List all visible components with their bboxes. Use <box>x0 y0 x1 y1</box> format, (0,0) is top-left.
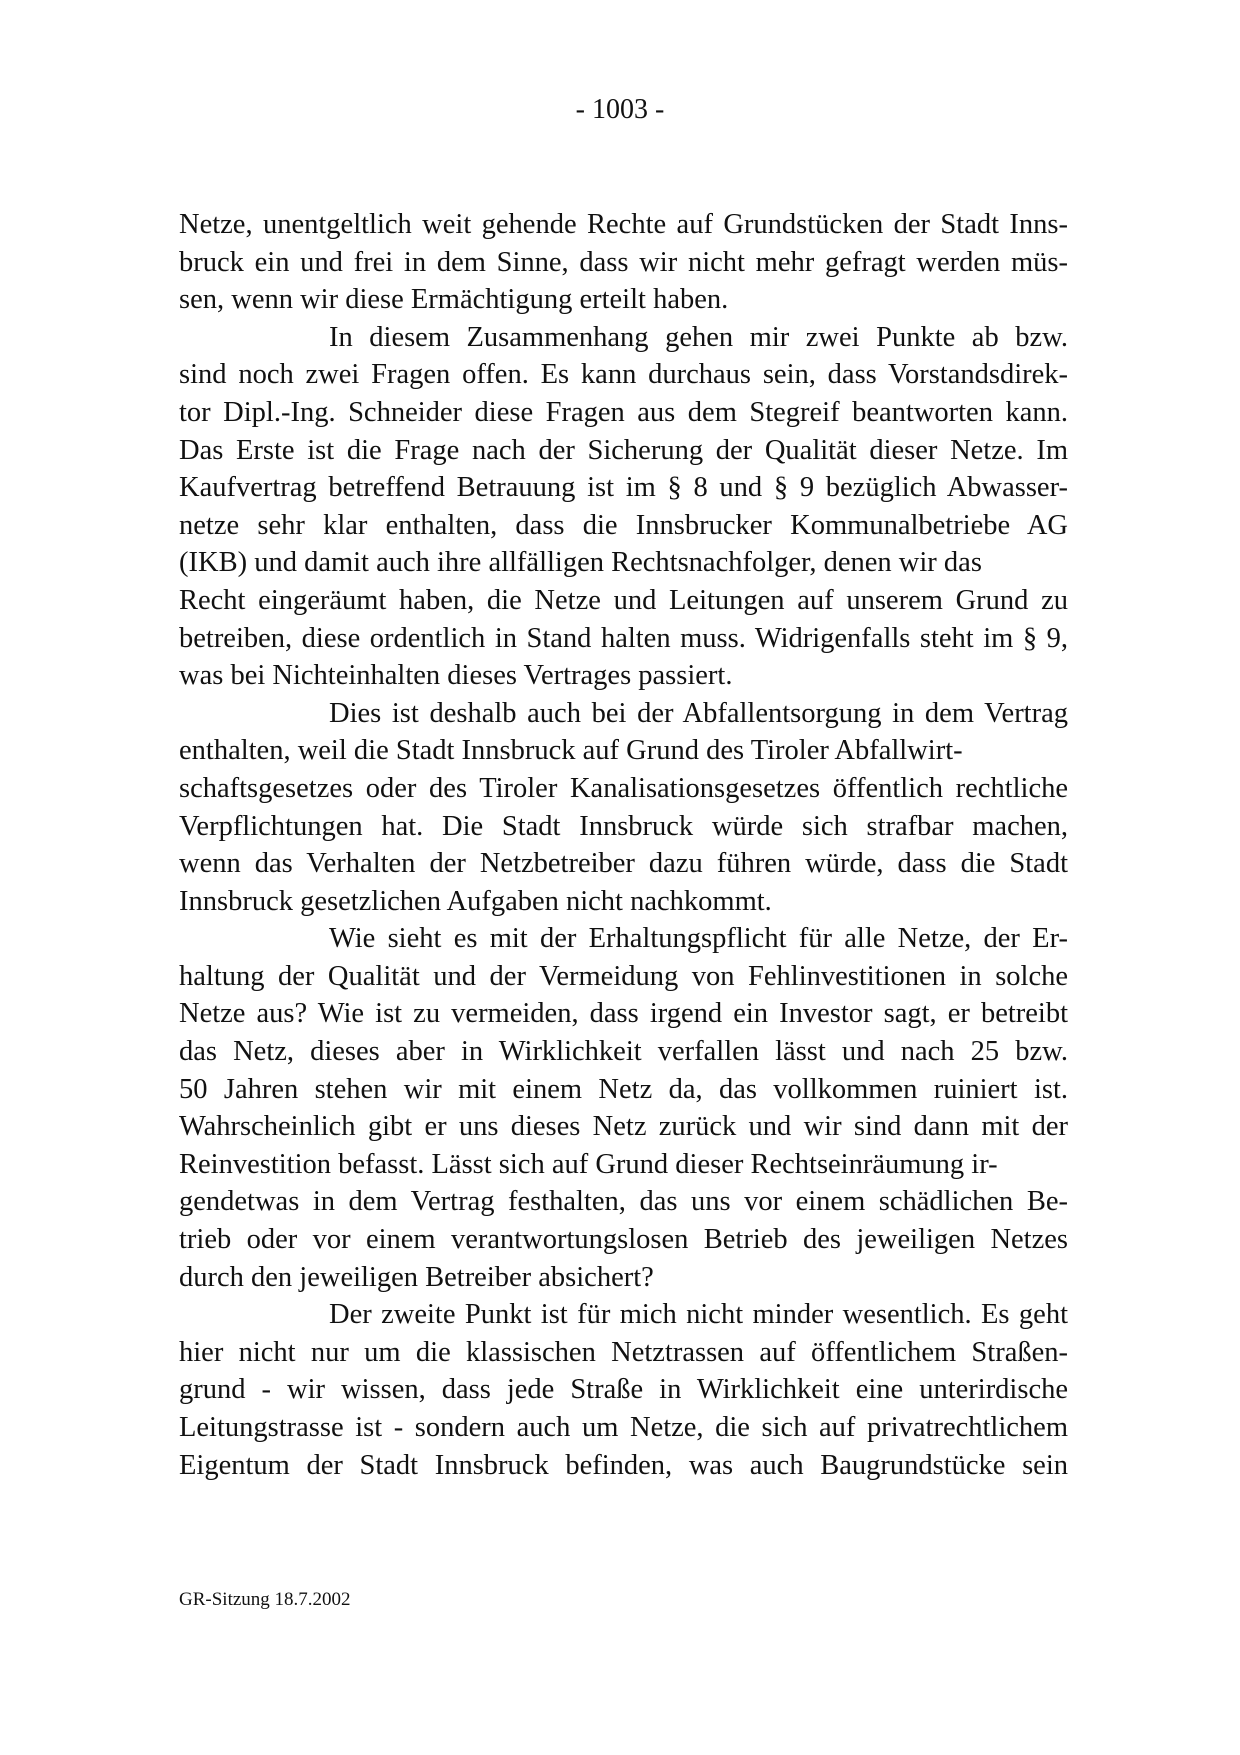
text-line: Eigentum der Stadt Innsbruck befinden, was auch Baugrundstücke sein <box>179 1449 1068 1481</box>
text-line: hier nicht nur um die klassischen Netztrassen auf öffentlichem Straßen- <box>179 1336 1068 1368</box>
text-line: enthalten, weil die Stadt Innsbruck auf Grund des Tiroler Abfallwirt- <box>179 735 963 767</box>
text-line: Verpflichtungen hat. Die Stadt Innsbruck würde sich strafbar machen, <box>179 810 1068 842</box>
text-line: gendetwas in dem Vertrag festhalten, das uns vor einem schädlichen Be- <box>179 1186 1068 1218</box>
text-line: Innsbruck gesetzlichen Aufgaben nicht nachkommt. <box>179 885 772 917</box>
paragraph-first-line: Der zweite Punkt ist für mich nicht minder wesentlich. Es geht <box>329 1299 1068 1331</box>
footer-session-date: GR-Sitzung 18.7.2002 <box>179 1589 351 1610</box>
text-line: was bei Nichteinhalten dieses Vertrages passiert. <box>179 660 733 692</box>
text-line: trieb oder vor einem verantwortungslosen Betrieb des jeweiligen Netzes <box>179 1224 1068 1256</box>
text-line: sind noch zwei Fragen offen. Es kann durchaus sein, dass Vorstandsdirek- <box>179 359 1068 391</box>
paragraph-first-line: In diesem Zusammenhang gehen mir zwei Punkte ab bzw. <box>329 321 1068 353</box>
text-line: Netze aus? Wie ist zu vermeiden, dass irgend ein Investor sagt, er betreibt <box>179 998 1068 1030</box>
text-line: Recht eingeräumt haben, die Netze und Leitungen auf unserem Grund zu <box>179 584 1068 616</box>
text-line: betreiben, diese ordentlich in Stand halten muss. Widrigenfalls steht im § 9, <box>179 622 1068 654</box>
body-text <box>179 206 1068 1484</box>
text-line: netze sehr klar enthalten, dass die Innsbrucker Kommunalbetriebe AG <box>179 509 1068 541</box>
text-line: das Netz, dieses aber in Wirklichkeit verfallen lässt und nach 25 bzw. <box>179 1036 1068 1068</box>
text-line: Kaufvertrag betreffend Betrauung ist im § 8 und § 9 bezüglich Abwasser- <box>179 472 1068 504</box>
text-line: Netze, unentgeltlich weit gehende Rechte auf Grundstücken der Stadt Inns- <box>179 209 1068 240</box>
text-line: Wahrscheinlich gibt er uns dieses Netz zurück und wir sind dann mit der <box>179 1111 1068 1143</box>
text-line: wenn das Verhalten der Netzbetreiber dazu führen würde, dass die Stadt <box>179 848 1068 880</box>
text-line: sen, wenn wir diese Ermächtigung erteilt haben. <box>179 284 729 316</box>
text-line: haltung der Qualität und der Vermeidung von Fehlinvestitionen in solche <box>179 960 1068 992</box>
text-line: Leitungstrasse ist - sondern auch um Netze, die sich auf privatrechtlichem <box>179 1412 1068 1443</box>
text-line: schaftsgesetzes oder des Tiroler Kanalisationsgesetzes öffentlich rechtliche <box>179 772 1068 804</box>
text-line: Reinvestition befasst. Lässt sich auf Grund dieser Rechtseinräumung ir- <box>179 1148 998 1180</box>
text-line: 50 Jahren stehen wir mit einem Netz da, das vollkommen ruiniert ist. <box>179 1073 1068 1105</box>
text-line: bruck ein und frei in dem Sinne, dass wir nicht mehr gefragt werden müs- <box>179 246 1068 278</box>
text-line: (IKB) und damit auch ihre allfälligen Rechtsnachfolger, denen wir das <box>179 547 982 579</box>
text-line: Das Erste ist die Frage nach der Sicherung der Qualität dieser Netze. Im <box>179 434 1068 466</box>
paragraph-first-line: Dies ist deshalb auch bei der Abfallentsorgung in dem Vertrag <box>329 697 1068 729</box>
text-line: durch den jeweiligen Betreiber absichert? <box>179 1261 654 1293</box>
text-line: tor Dipl.-Ing. Schneider diese Fragen aus dem Stegreif beantworten kann. <box>179 396 1068 428</box>
paragraph-first-line: Wie sieht es mit der Erhaltungspflicht für alle Netze, der Er- <box>329 923 1068 955</box>
page-number: - 1003 - <box>575 94 665 125</box>
text-line: grund - wir wissen, dass jede Straße in Wirklichkeit eine unterirdische <box>179 1374 1068 1406</box>
